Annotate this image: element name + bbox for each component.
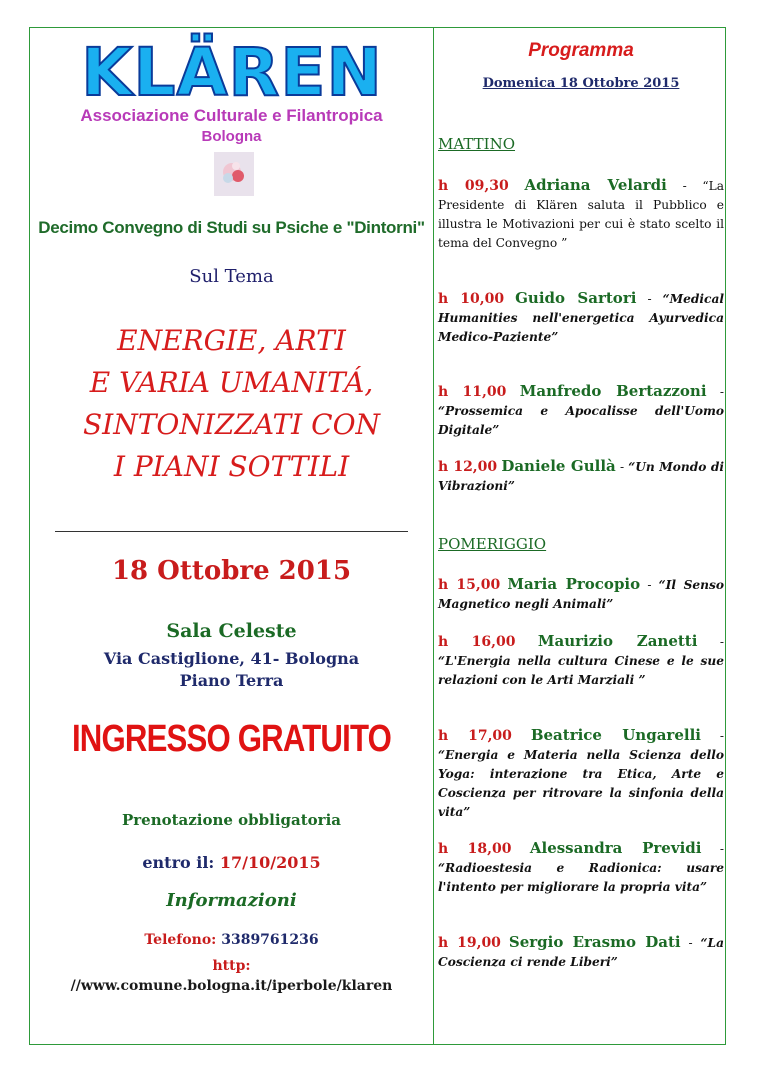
program-item [438, 289, 724, 347]
phone-number[interactable]: 3389761236 [221, 932, 319, 948]
theme-line: ENERGIE, ARTI [117, 324, 346, 357]
program-item [438, 457, 724, 496]
program-item [438, 632, 724, 690]
item-talk: “La Presidente di Klären saluta il Pubblico e illustra le Motivazioni per cui è stato scelto il tema del Convegno ” [438, 179, 724, 250]
item-separator: - [719, 842, 724, 856]
program-item [438, 726, 724, 822]
program-item [438, 839, 724, 897]
flower-emblem-icon [214, 152, 254, 196]
theme-title [30, 320, 433, 488]
website-link[interactable]: //www.comune.bologna.it/iperbole/klaren [70, 978, 393, 994]
association-name: Associazione Culturale e Filantropica [80, 106, 383, 125]
item-talk: “L'Energia nella cultura Cinese e le sue relazioni con le Arti Marziali ” [438, 654, 724, 687]
item-separator: - [719, 635, 725, 649]
address-floor: Piano Terra [179, 671, 284, 690]
item-speaker: Maurizio Zanetti [537, 632, 698, 650]
item-separator: - [647, 578, 659, 592]
item-speaker: Sergio Erasmo Dati [508, 933, 681, 951]
program-item [438, 933, 724, 972]
item-separator: - [719, 385, 725, 399]
item-time: h 11,00 [438, 384, 507, 400]
info-heading: Informazioni [166, 890, 297, 911]
item-time: h 18,00 [438, 841, 512, 857]
booking-deadline [30, 853, 433, 872]
column-divider [433, 27, 434, 1045]
program-item [438, 382, 724, 440]
http-label: http: [212, 958, 251, 974]
item-speaker: Guido Sartori [515, 289, 637, 307]
phone-info [30, 932, 433, 948]
item-time: h 19,00 [438, 935, 501, 951]
horizontal-rule [55, 531, 408, 532]
program-title: Programma [528, 40, 634, 61]
klaren-logo: KLÄREN [81, 34, 383, 111]
theme-line: SINTONIZZATI CON [82, 408, 381, 441]
program-column [438, 28, 724, 1044]
item-separator: - [619, 460, 629, 474]
convegno-title: Decimo Convegno di Studi su Psiche e "Dintorni" [38, 218, 425, 237]
item-speaker: Manfredo Bertazzoni [519, 382, 707, 400]
item-time: h 17,00 [438, 728, 512, 744]
afternoon-heading: POMERIGGIO [438, 535, 547, 553]
item-talk: “Il Senso Magnetico negli Animali” [438, 578, 724, 611]
deadline-label: entro il: [142, 853, 215, 872]
item-separator: - [719, 729, 724, 743]
theme-line: I PIANI SOTTILI [113, 450, 350, 483]
item-separator: - [682, 179, 703, 193]
item-talk: “Un Mondo di Vibrazioni” [438, 460, 725, 493]
item-talk: “La Coscienza ci rende Liberi” [438, 936, 725, 969]
booking-required: Prenotazione obbligatoria [121, 811, 342, 829]
item-talk: “Medical Humanities nell'energetica Ayurvedica Medico-Paziente” [438, 292, 724, 344]
item-separator: - [647, 292, 663, 306]
item-talk: “Prossemica e Apocalisse dell'Uomo Digitale” [438, 404, 724, 437]
item-time: h 16,00 [438, 634, 516, 650]
item-speaker: Beatrice Ungarelli [530, 726, 701, 744]
address-line: Via Castiglione, 41- Bologna [103, 649, 360, 668]
association-city: Bologna [201, 128, 262, 145]
item-speaker: Alessandra Previdi [529, 839, 702, 857]
event-date: 18 Ottobre 2015 [111, 556, 352, 586]
venue-name: Sala Celeste [166, 620, 297, 642]
morning-heading: MATTINO [438, 135, 516, 153]
item-time: h 12,00 [438, 459, 498, 475]
item-time: h 15,00 [438, 577, 501, 593]
sul-tema-label: Sul Tema [189, 266, 274, 287]
item-speaker: Maria Procopio [507, 575, 641, 593]
phone-label: Telefono: [144, 932, 217, 948]
item-separator: - [688, 936, 701, 950]
item-talk: “Energia e Materia nella Scienza dello Yoga: interazione tra Etica, Arte e Coscienza per ritrovare la sinfonia della vita” [438, 748, 724, 819]
program-item [438, 176, 724, 253]
item-speaker: Daniele Gullà [501, 457, 616, 475]
item-time: h 09,30 [438, 178, 509, 194]
item-talk: “Radioestesia e Radionica: usare l'intento per migliorare la propria vita” [438, 861, 724, 894]
free-entry-banner: INGRESSO GRATUITO [71, 718, 392, 760]
program-item [438, 575, 724, 614]
deadline-date: 17/10/2015 [219, 853, 321, 872]
program-date: Domenica 18 Ottobre 2015 [482, 76, 680, 91]
venue-address [30, 648, 433, 692]
item-time: h 10,00 [438, 291, 505, 307]
theme-line: E VARIA UMANITÁ, [89, 366, 374, 399]
item-speaker: Adriana Velardi [524, 176, 667, 194]
left-column [30, 28, 433, 1044]
